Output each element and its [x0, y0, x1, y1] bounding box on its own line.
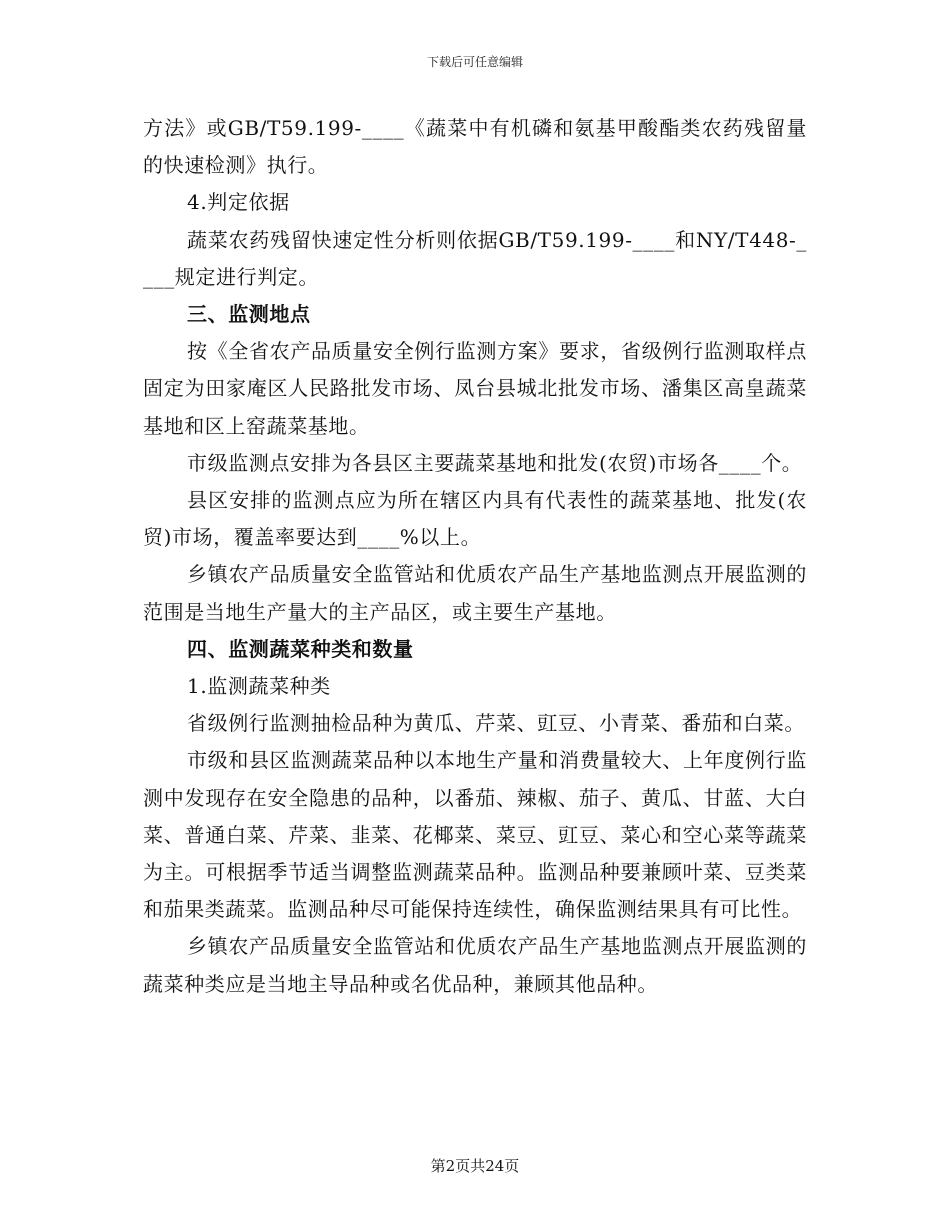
section-heading: 三、监测地点	[187, 302, 311, 327]
paragraph: 市级和县区监测蔬菜品种以本地生产量和消费量较大、上年度例行监测中发现存在安全隐患的品种，以番茄、辣椒、茄子、黄瓜、甘蓝、大白菜、普通白菜、芹菜、韭菜、花椰菜、菜豆、豇豆、菜心和空心菜等蔬菜为主。可根据季节适当调整监测蔬菜品种。监测品种要兼顾叶菜、豆类菜和茄果类蔬菜。监测品种尽可能保持连续性，确保监测结果具有可比性。	[143, 748, 807, 922]
paragraph: 市级监测点安排为各县区主要蔬菜基地和批发(农贸)市场各____个。	[187, 450, 803, 475]
paragraph-subheading: 4.判定依据	[187, 190, 290, 215]
paragraph-subheading: 1.监测蔬菜种类	[187, 674, 331, 699]
paragraph: 蔬菜农药残留快速定性分析则依据GB/T59.199-____和NY/T448-____规定进行判定。	[143, 227, 807, 289]
paragraph: 省级例行监测抽检品种为黄瓜、芹菜、豇豆、小青菜、番茄和白菜。	[187, 711, 805, 736]
page-number: 第2页共24页	[430, 1157, 520, 1175]
paragraph: 按《全省农产品质量安全例行监测方案》要求，省级例行监测取样点固定为田家庵区人民路批发市场、凤台县城北批发市场、潘集区高皇蔬菜基地和区上窑蔬菜基地。	[143, 339, 807, 438]
document-body	[143, 110, 807, 1003]
paragraph: 乡镇农产品质量安全监管站和优质农产品生产基地监测点开展监测的蔬菜种类应是当地主导品种或名优品种，兼顾其他品种。	[143, 934, 807, 996]
paragraph: 方法》或GB/T59.199-____《蔬菜中有机磷和氨基甲酸酯类农药残留量的快速检测》执行。	[143, 116, 807, 178]
section-heading: 四、监测蔬菜种类和数量	[187, 636, 414, 661]
page-header: 下载后可任意编辑	[426, 55, 523, 69]
paragraph: 乡镇农产品质量安全监管站和优质农产品生产基地监测点开展监测的范围是当地生产量大的主产品区，或主要生产基地。	[143, 562, 807, 624]
paragraph: 县区安排的监测点应为所在辖区内具有代表性的蔬菜基地、批发(农贸)市场，覆盖率要达到____%以上。	[143, 488, 807, 550]
